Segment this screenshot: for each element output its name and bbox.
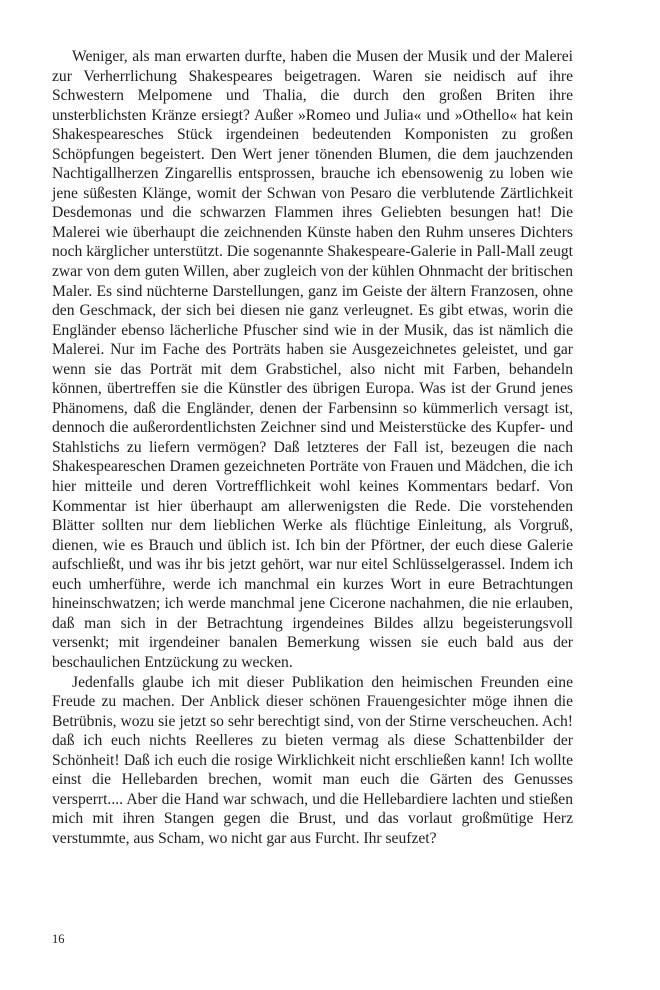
body-text — [52, 47, 573, 848]
paragraph-1: Weniger, als man erwarten durfte, haben die Musen der Musik und der Malerei zur Verherrlichung Shakespeares beigetragen. Waren sie neidisch auf ihre Schwestern Melpomene und Thalia, die durch den großen Briten ihre unsterblichsten Kränze ersiegt? Außer »Romeo und Julia« und »Othello« hat kein Shakespearesches Stück irgendeinen bedeutenden Komponisten zu großen Schöpfungen begeistert. Den Wert jener tönenden Blumen, die dem jauchzenden Nachtigallherzen Zingarellis entsprossen, brauche ich ebensowenig zu loben wie jene süßesten Klänge, womit der Schwan von Pesaro die verblutende Zärtlichkeit Desdemonas und die schwarzen Flammen ihres Geliebten besungen hat! Die Malerei wie überhaupt die zeichnenden Künste haben den Ruhm unseres Dichters noch kärglicher unterstützt. Die sogenannte Shakespeare-Galerie in Pall-Mall zeugt zwar von dem guten Willen, aber zugleich von der kühlen Ohnmacht der britischen Maler. Es sind nüchterne Darstellungen, ganz im Geiste der ältern Franzosen, ohne den Geschmack, der sich bei diesen nie ganz verleugnet. Es gibt etwas, worin die Engländer ebenso lächerliche Pfuscher sind wie in der Musik, das ist nämlich die Malerei. Nur im Fache des Porträts haben sie Ausgezeichnetes geleistet, und gar wenn sie das Porträt mit dem Grabstichel, also nicht mit Farben, behandeln können, übertreffen sie die Künstler des übrigen Europa. Was ist der Grund jenes Phänomens, daß die Engländer, denen der Farbensinn so kümmerlich versagt ist, dennoch die außerordentlichsten Zeichner sind und Meisterstücke des Kupfer- und Stahlstichs zu liefern vermögen? Daß letzteres der Fall ist, bezeugen die nach Shakespeareschen Dramen gezeichneten Porträte von Frauen und Mädchen, die ich hier mitteile und deren Vortrefflichkeit wohl keines Kommentars bedarf. Von Kommentar ist hier überhaupt am allerwenigsten die Rede. Die vorstehenden Blätter sollten nur dem lieblichen Werke als flüchtige Einleitung, als Vorgruß, dienen, wie es Brauch und üblich ist. Ich bin der Pförtner, der euch diese Galerie aufschließt, und was ihr bis jetzt gehört, war nur eitel Schlüsselgerassel. Indem ich euch umherführe, werde ich manchmal ein kurzes Wort in eure Betrachtungen hineinschwatzen; ich werde manchmal jene Cicerone nachahmen, die nie erlauben, daß man sich in der Betrachtung irgendeines Bildes allzu begeisterungsvoll versenkt; mit irgendeiner banalen Bemerkung wissen sie euch bald aus der beschaulichen Entzückung zu wecken. — [52, 48, 573, 671]
page-number: 16 — [52, 932, 65, 946]
paragraph-2: Jedenfalls glaube ich mit dieser Publikation den heimischen Freunden eine Freude zu machen. Der Anblick dieser schönen Frauengesichter möge ihnen die Betrübnis, wozu sie jetzt so sehr berechtigt sind, von der Stirne verscheuchen. Ach! daß ich euch nichts Reelleres zu bieten vermag als diese Schattenbilder der Schönheit! Daß ich euch die rosige Wirklichkeit nicht erschließen kann! Ich wollte einst die Hellebarden brechen, womit man euch die Gärten des Genusses versperrt.... Aber die Hand war schwach, und die Hellebardiere lachten und stießen mich mit ihren Stangen gegen die Brust, und das vorlaut großmütige Herz verstummte, aus Scham, wo nicht gar aus Furcht. Ihr seufzet? — [52, 673, 573, 847]
